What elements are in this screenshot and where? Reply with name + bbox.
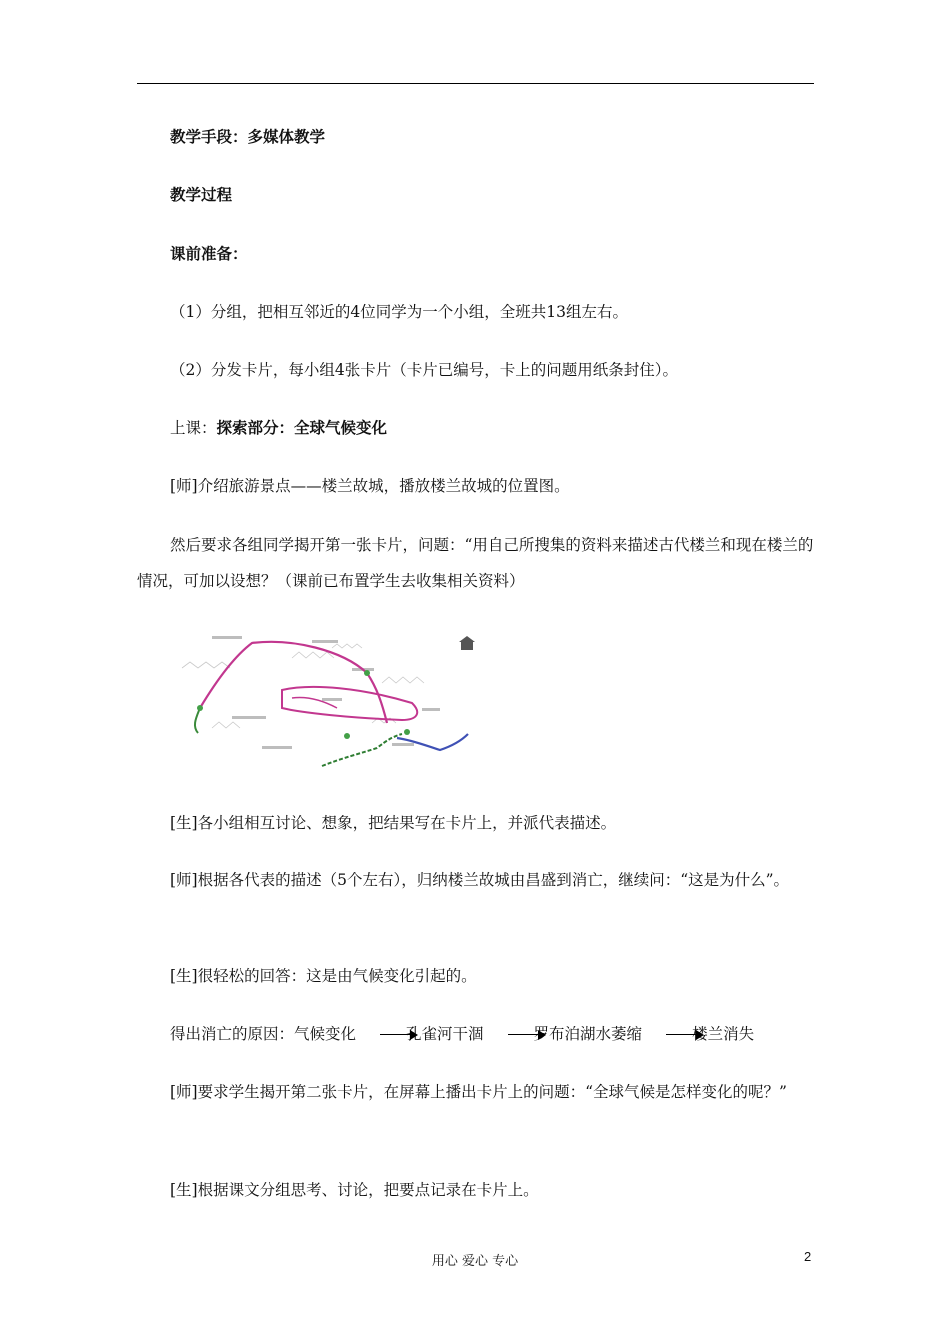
header-rule: [137, 83, 814, 84]
chain-step-3: 罗布泊湖水萎缩: [533, 1025, 643, 1043]
chain-step-4: 楼兰消失: [692, 1025, 755, 1043]
student-answer: [生]很轻松的回答：这是由气候变化引起的。: [170, 967, 477, 985]
teacher-intro: [师]介绍旅游景点——楼兰故城，播放楼兰故城的位置图。: [170, 477, 570, 495]
footer-motto: 用心 爱心 专心: [431, 1254, 519, 1269]
page-number: 2: [804, 1249, 812, 1264]
chain-step-2: 孔雀河干涸: [406, 1025, 484, 1043]
chain-step-1: 气候变化: [294, 1025, 357, 1043]
teaching-method: 教学手段：多媒体教学: [170, 128, 326, 146]
arrow-right-icon: [380, 1028, 418, 1042]
class-start-line: [170, 417, 850, 439]
arrow-right-icon: [508, 1028, 546, 1042]
class-start-label: 上课：: [170, 419, 217, 437]
teacher-summary: [师]根据各代表的描述（5个左右），归纳楼兰故城由昌盛到消亡，继续问：“这是为什么”。: [170, 871, 790, 889]
student-discussion: [生]各小组相互讨论、想象，把结果写在卡片上，并派代表描述。: [170, 814, 617, 832]
prep-step-2: （2）分发卡片，每小组4张卡片（卡片已编号，卡上的问题用纸条封住）。: [170, 361, 678, 379]
loulan-location-map: [172, 628, 480, 770]
cause-chain-label: 得出消亡的原因：: [170, 1025, 295, 1043]
teaching-process-heading: 教学过程: [170, 186, 233, 204]
student-notes: [生]根据课文分组思考、讨论，把要点记录在卡片上。: [170, 1181, 539, 1199]
card-one-question: 然后要求各组同学揭开第一张卡片，问题：“用自己所搜集的资料来描述古代楼兰和现在楼兰的情况，可加以设想？（课前已布置学生去收集相关资料）: [137, 536, 814, 590]
preparation-heading: 课前准备：: [170, 245, 248, 263]
prep-step-1: （1）分组，把相互邻近的4位同学为一个小组，全班共13组左右。: [170, 303, 628, 321]
cause-chain: [170, 1023, 850, 1045]
section-title: 探索部分：全球气候变化: [216, 419, 388, 437]
card-two-question: [师]要求学生揭开第二张卡片，在屏幕上播出卡片上的问题：“全球气候是怎样变化的呢？”: [170, 1083, 787, 1101]
arrow-right-icon: [666, 1028, 704, 1042]
